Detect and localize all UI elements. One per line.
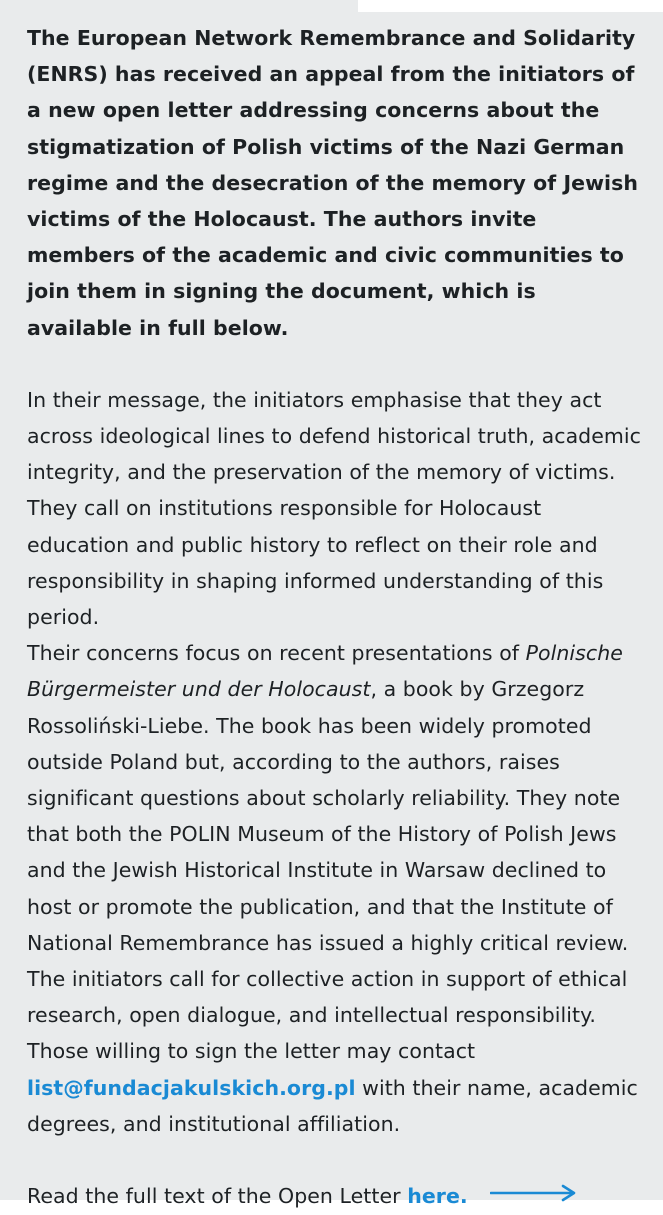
paragraph-initiators-message: In their message, the initiators emphasise that they act across ideological lines to defend historical truth, academic integrity, and the preservation of the memory of victims. They call on institutions responsible for Holocaust education and public history to reflect on their role and responsibility in shaping informed understanding of this period. [27,387,641,630]
concerns-closing: with their name, academic degrees, and institutional affiliation. [27,1075,638,1136]
read-more-line [27,1178,645,1215]
paragraph-concerns [27,635,645,1142]
article-body [27,20,645,1215]
lead-paragraph: The European Network Remembrance and Solidarity (ENRS) has received an appeal from the initiators of a new open letter addressing concerns about the stigmatization of Polish victims of the Nazi German regime and the desecration of the memory of Jewish victims of the Holocaust. The authors invite members of the academic and civic communities to join them in signing the document, which is available in full below. [27,26,639,340]
open-letter-link[interactable]: here. [407,1184,468,1209]
book-title: Polnische Bürgermeister und der Holocaust [27,641,623,702]
paragraph-spacer [27,1142,645,1178]
concerns-intro: Their concerns focus on recent presentations of [27,641,526,666]
read-more-prefix: Read the full text of the Open Letter [27,1184,408,1209]
paragraph-spacer [27,346,645,382]
concerns-details: , a book by Grzegorz Rossoliński-Liebe. The book has been widely promoted outside Poland but, according to the authors, raises significant questions about scholarly reliability. They note that both the POLIN Museum of the History of Polish Jews and the Jewish Historical Institute in Warsaw declined to host or promote the publication, and that the Institute of National Remembrance has issued a highly critical review. The initiators call for collective action in support of ethical research, open dialogue, and intellectual responsibility. Those willing to sign the letter may contact [27,677,629,1064]
contact-email-link[interactable]: list@fundacjakulskich.org.pl [27,1075,356,1100]
page-edge [358,0,663,12]
arrow-right-icon[interactable] [490,1177,576,1213]
